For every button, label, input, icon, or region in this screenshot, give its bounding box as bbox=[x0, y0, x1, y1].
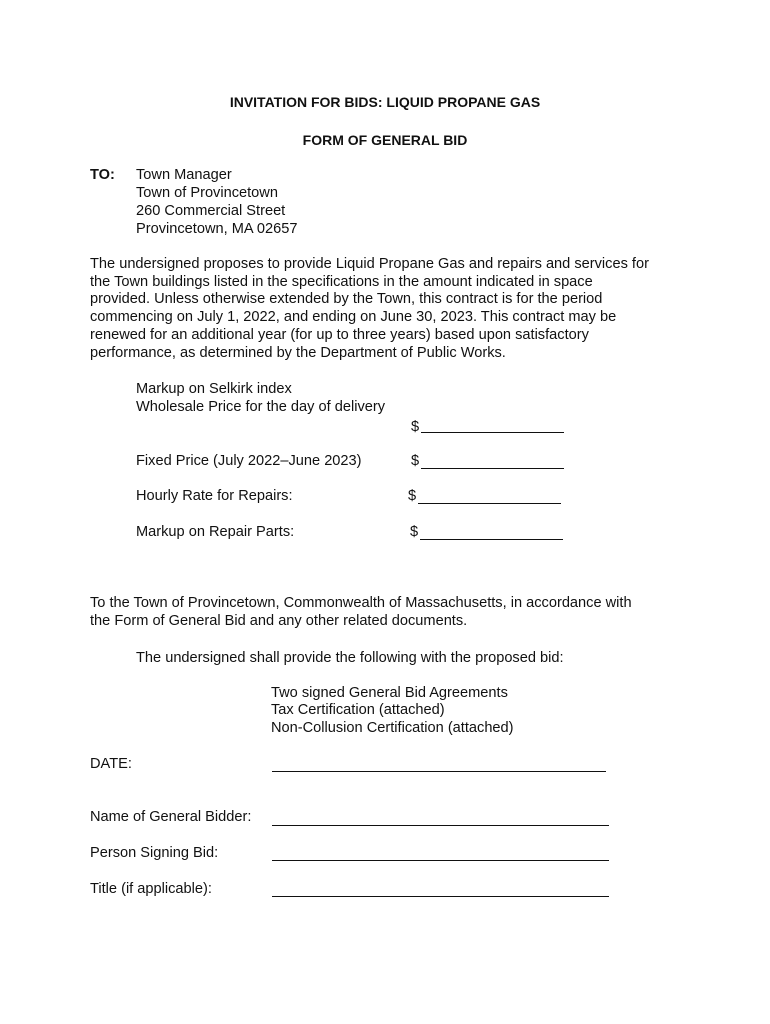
title-field[interactable] bbox=[272, 896, 609, 897]
title-label: Title (if applicable): bbox=[90, 881, 212, 897]
closing-paragraph bbox=[90, 595, 690, 630]
attachment-item: Non-Collusion Certification (attached) bbox=[271, 720, 514, 736]
attachment-item: Tax Certification (attached) bbox=[271, 702, 445, 718]
intro-line: commencing on July 1, 2022, and ending on June 30, 2023. This contract may be bbox=[90, 309, 617, 326]
repair-parts-markup-blank[interactable] bbox=[420, 539, 563, 540]
to-label: TO: bbox=[90, 167, 115, 183]
recipient-line: 260 Commercial Street bbox=[136, 203, 286, 219]
recipient-line: Town Manager bbox=[136, 167, 232, 183]
intro-line: renewed for an additional year (for up to three years) based upon satisfactory bbox=[90, 326, 589, 343]
intro-paragraph bbox=[90, 256, 690, 362]
provide-statement: The undersigned shall provide the following with the proposed bid: bbox=[136, 650, 564, 666]
recipient-line: Town of Provincetown bbox=[136, 185, 278, 201]
person-signing-label: Person Signing Bid: bbox=[90, 845, 219, 861]
currency-symbol: $ bbox=[408, 488, 417, 504]
general-bidder-field[interactable] bbox=[272, 825, 609, 826]
price-item-label: Markup on Selkirk index bbox=[136, 381, 292, 397]
currency-symbol: $ bbox=[411, 453, 420, 469]
intro-line: the Town buildings listed in the specifications in the amount indicated in space bbox=[90, 273, 593, 290]
fixed-price-blank[interactable] bbox=[421, 468, 564, 469]
intro-line: performance, as determined by the Department of Public Works. bbox=[90, 344, 506, 361]
hourly-rate-blank[interactable] bbox=[418, 503, 561, 504]
currency-symbol: $ bbox=[410, 524, 419, 540]
document-title: INVITATION FOR BIDS: LIQUID PROPANE GAS bbox=[229, 94, 541, 110]
selkirk-markup-blank[interactable] bbox=[421, 432, 564, 433]
closing-line: the Form of General Bid and any other related documents. bbox=[90, 612, 468, 629]
price-item-label: Wholesale Price for the day of delivery bbox=[136, 399, 386, 415]
recipient-line: Provincetown, MA 02657 bbox=[136, 221, 298, 237]
document-subtitle: FORM OF GENERAL BID bbox=[302, 132, 468, 148]
price-item-label: Fixed Price (July 2022–June 2023) bbox=[136, 453, 362, 469]
currency-symbol: $ bbox=[411, 419, 420, 435]
attachment-item: Two signed General Bid Agreements bbox=[271, 685, 508, 701]
intro-line: The undersigned proposes to provide Liquid Propane Gas and repairs and services for bbox=[90, 256, 649, 272]
date-field[interactable] bbox=[272, 771, 606, 772]
price-item-label: Hourly Rate for Repairs: bbox=[136, 488, 293, 504]
person-signing-field[interactable] bbox=[272, 860, 609, 861]
intro-line: provided. Unless otherwise extended by the Town, this contract is for the period bbox=[90, 291, 603, 308]
date-label: DATE: bbox=[90, 756, 132, 772]
general-bidder-label: Name of General Bidder: bbox=[90, 809, 252, 825]
price-item-label: Markup on Repair Parts: bbox=[136, 524, 295, 540]
closing-line: To the Town of Provincetown, Commonwealth of Massachusetts, in accordance with bbox=[90, 595, 632, 611]
